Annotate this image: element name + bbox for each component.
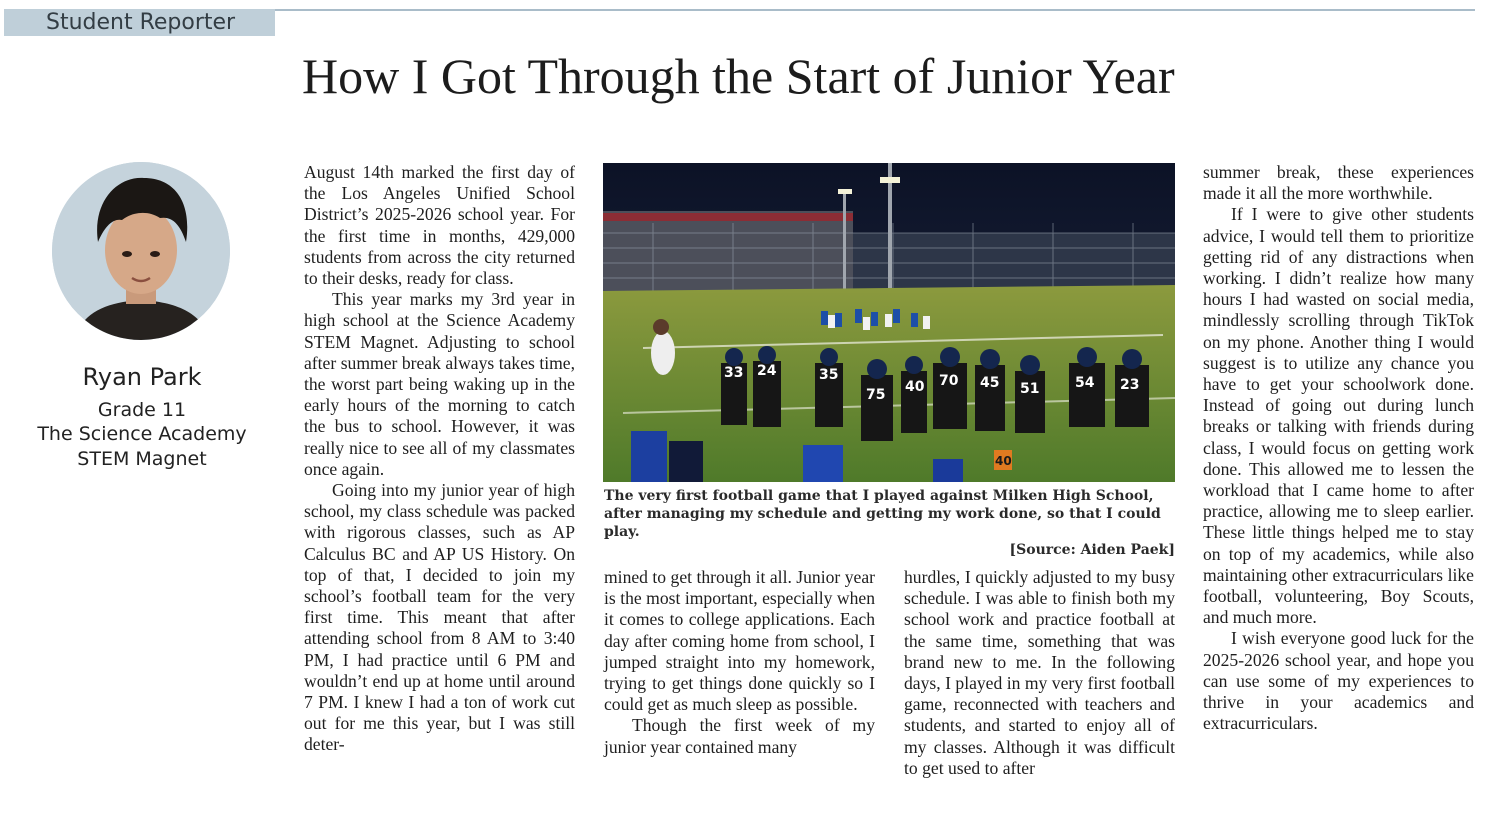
paragraph: If I were to give other students advice, I would tell them to prioritize getting rid of any distractions when working. I didn’t realize how many hours I had wasted on social media, mindlessly scrolling through TikTok on my phone. Another thing I would suggest is to utilize any chance you have to get your schoolwork done. Instead of going out during lunch breaks or talking with friends during class, I would focus on getting work done. This allowed me to lessen the workload that I came home to after practice, allowing me to sleep earlier. These little things helped me to stay on top of my academics, while also maintaining other extracurriculars like football, volunteering, Boy Scouts, and much more. bbox=[1203, 204, 1474, 628]
jersey-number: 40 bbox=[905, 379, 925, 395]
photo-source: [Source: Aiden Paek] bbox=[1009, 542, 1175, 558]
author-school: The Science Academy bbox=[37, 423, 247, 445]
jersey-number: 75 bbox=[866, 387, 886, 403]
football-game-photo bbox=[603, 163, 1175, 482]
jersey-number: 23 bbox=[1120, 377, 1140, 393]
jersey-number: 24 bbox=[757, 363, 777, 379]
article-column-4 bbox=[1203, 162, 1474, 734]
author-photo bbox=[52, 162, 230, 340]
paragraph: Though the first week of my junior year contained many bbox=[604, 715, 875, 757]
article-column-3 bbox=[904, 567, 1175, 779]
paragraph: mined to get through it all. Junior year is the most important, especially when it comes to college applications. Each day after coming home from school, I jumped straight into my homework, trying to get things done quickly so I could get as much sleep as possible. bbox=[604, 567, 875, 715]
caption-text: The very first football game that I played against Milken High School, after managing my schedule and getting my work done, so that I could play. bbox=[604, 488, 1161, 540]
paragraph: August 14th marked the first day of the Los Angeles Unified School District’s 2025-2026 school year. For the first time in months, 429,000 students from across the city returned to their desks, ready for class. bbox=[304, 162, 575, 289]
author-school-program: STEM Magnet bbox=[77, 448, 207, 470]
headline: How I Got Through the Start of Junior Year bbox=[302, 48, 1175, 104]
jersey-number: 35 bbox=[819, 367, 839, 383]
paragraph: I wish everyone good luck for the 2025-2026 school year, and hope you can use some of my experiences to thrive in your academics and extracurriculars. bbox=[1203, 628, 1474, 734]
paragraph: Going into my junior year of high school, my class schedule was packed with rigorous classes, such as AP Calculus BC and AP US History. On top of that, I decided to join my school’s football team for the very first time. This meant that after attending school from 8 AM to 3:40 PM, I had practice until 6 PM and wouldn’t end up at home until around 7 PM. I knew I had a ton of work cut out for me this year, but I was still deter- bbox=[304, 480, 575, 755]
paragraph: This year marks my 3rd year in high school at the Science Academy STEM Magnet. Adjusting to school after summer break always takes time, the worst part being waking up in the early hours of the morning to catch the bus to school. However, it was really nice to see all of my classmates once again. bbox=[304, 289, 575, 479]
section-rule bbox=[275, 9, 1475, 11]
author-name: Ryan Park bbox=[82, 363, 202, 391]
section-label: Student Reporter bbox=[4, 9, 275, 36]
paragraph: summer break, these experiences made it all the more worthwhile. bbox=[1203, 162, 1474, 204]
author-grade: Grade 11 bbox=[97, 399, 187, 421]
jersey-number: 40 bbox=[995, 454, 1012, 468]
jersey-number: 45 bbox=[980, 375, 1000, 391]
jersey-number: 33 bbox=[724, 365, 744, 381]
article-column-2 bbox=[604, 567, 875, 758]
photo-caption bbox=[604, 487, 1175, 559]
article-column-1 bbox=[304, 162, 575, 756]
jersey-number: 54 bbox=[1075, 375, 1095, 391]
jersey-number: 70 bbox=[939, 373, 959, 389]
jersey-number: 51 bbox=[1020, 381, 1040, 397]
paragraph: hurdles, I quickly adjusted to my busy schedule. I was able to finish both my school work and practice football at the same time, something that was brand new to me. In the following days, I played in my very first football game, reconnected with teachers and students, and started to enjoy all of my classes. Although it was difficult to get used to after bbox=[904, 567, 1175, 778]
